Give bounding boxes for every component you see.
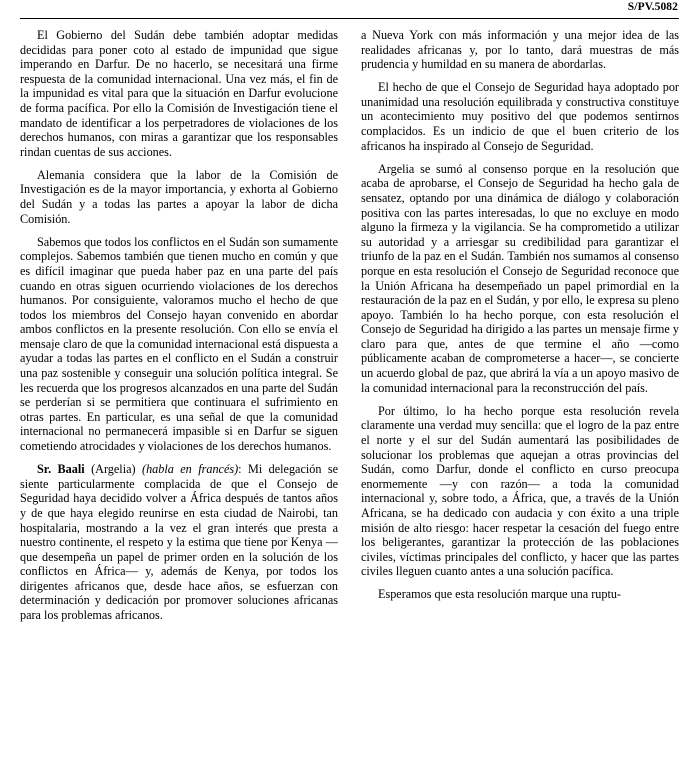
paragraph: Alemania considera que la labor de la Comisión de Investigación es de la mayor importancia, y exhorta al Gobierno del Sudán y a todas las partes a apoyar la labor de dicha Comisión. [20, 167, 338, 226]
speech-text: Mi delegación se siente particularmente complacida de que el Consejo de Seguridad haya decidido volver a África después de tantos años y de que haya elegido reunirse en esta ciudad de Nairobi, tan hospitalaria, mostrando a la vez el gran interés que presta a nuestro continente, el respeto y la estima que tiene por Kenya —que desempeña un papel de primer orden en la solución de los conflictos en África— y, además de Kenya, por todos los dirigentes africanos que, desde hace años, se esfuerzan con determinación y dedicación por promover soluciones africanas para los problemas africanos. [20, 462, 339, 623]
document-symbol: S/PV.5082 [627, 1, 678, 13]
header-divider [20, 18, 679, 19]
speech-language-note: (habla en francés) [142, 462, 239, 477]
speech-colon: : [238, 462, 242, 477]
left-column [20, 28, 338, 768]
speaker-country: (Argelia) [91, 462, 136, 477]
paragraph: Esperamos que esta resolución marque una ruptu- [378, 587, 621, 602]
paragraph: El hecho de que el Consejo de Seguridad haya adoptado por unanimidad una resolución equilibrada y constructiva constituye un acontecimiento muy positivo del que podemos sentirnos complacidos. Es un indicio de que el buen criterio de los africanos ha inspirado al Consejo de Seguridad. [361, 80, 679, 153]
page-header [0, 0, 699, 22]
right-column [361, 28, 679, 768]
paragraph: Argelia se sumó al consenso porque en la resolución que acaba de aprobarse, el Consejo de Seguridad ha hecho gala de sensatez, optando por una dinámica de diálogo y colaboración positiva con las partes interesadas, lo que no excluye en modo alguno la firmeza y la vigilancia. Se ha comprometido a utilizar su autoridad y a arriesgar su credibilidad para garantizar el triunfo de la paz en el Sudán. También nos sumamos al consenso porque en esta resolución el Consejo de Seguridad reconoce que la Unión Africana ha desempeñado un papel primordial en la restauración de la paz en el Sudán, y por ello, le expresa su pleno apoyo. También lo ha hecho porque, con esta resolución el Consejo de Seguridad ha dirigido a las partes un mensaje firme y claro para que, antes de que termine el año —como públicamente acaban de comprometerse a hacer—, se concierte un acuerdo global de paz, que abrirá la vía a un apoyo masivo de la comunidad internacional para la reconstrucción del país. [361, 161, 679, 395]
paragraph-continued: a Nueva York con más información y una mejor idea de las realidades africanas y, por lo tanto, dará muestras de más prudencia y humildad en su manera de abordarlas. [361, 28, 679, 72]
paragraph: Por último, lo ha hecho porque esta resolución revela claramente una verdad muy sencilla: que el logro de la paz entre el norte y el sur del Sudán aumentará las posibilidades de solucionar los problemas que aquejan a otras provincias del Sudán, como Darfur, donde el conflicto en curso preocupa enormemente —y con razón— a toda la comunidad internacional y, sobre todo, a África, que, a través de la Unión Africana, se ha dedicado con audacia y con éxito a una triple misión de alto riesgo: hacer respetar la cesación del fuego entre los beligerantes, garantizar la protección de las poblaciones civiles, víctimas principales del conflicto, y hacer que las partes civiles lleguen cuanto antes a una solución pacífica. [361, 403, 679, 579]
two-column-body [20, 28, 679, 768]
paragraph: Sabemos que todos los conflictos en el Sudán son sumamente complejos. Sabemos también que tienen mucho en común y que es difícil imaginar que pueda haber paz en una parte del país cuando en otras siguen ocurriendo violaciones de los derechos humanos. Por consiguiente, valoramos mucho el hecho de que todos los miembros del Consejo hayan convenido en abordar ambos conflictos en la presente resolución. Con ello se envía el mensaje claro de que la comunidad internacional está dispuesta a ayudar a todas las partes en el conflicto en el Sudán a construir una paz sostenible y conseguir una solución política integral. Se les recuerda que los progresos alcanzados en una parte del Sudán se perderían si se permitiera que continuara el sufrimiento en otras partes. En particular, es una señal de que la comunidad internacional no permanecerá impasible si en Darfur se siguen cometiendo atrocidades y violaciones de los derechos humanos. [20, 234, 338, 454]
speaker-name: Sr. Baali [37, 462, 85, 477]
paragraph: El Gobierno del Sudán debe también adoptar medidas decididas para poner coto al estado de impunidad que sigue imperando en Darfur. De no hacerlo, se necesitará una firme respuesta de la comunidad internacional. Una vez más, el fin de la impunidad es vital para que la situación en Darfur evolucione de forma pacífica. Por ello la Comisión de Investigación tiene el mandato de identificar a los perpetradores de violaciones de los derechos humanos, con miras a garantizar que los responsables rindan cuentas de sus acciones. [20, 28, 338, 159]
speech-paragraph [20, 462, 338, 623]
